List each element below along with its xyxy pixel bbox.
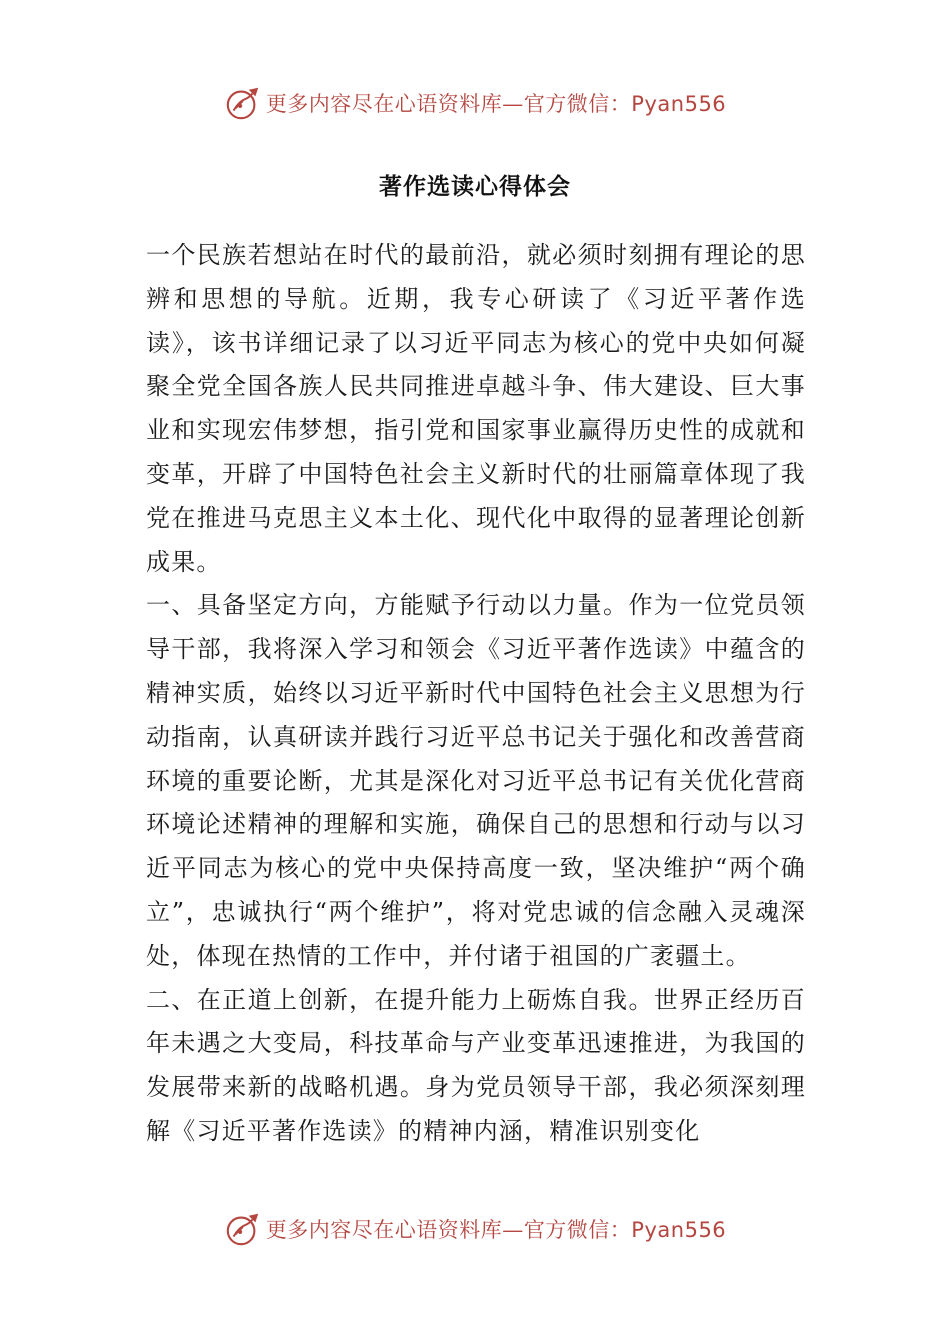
banner-library-text: 更多内容尽在心语资料库—	[265, 92, 524, 116]
document-title: 著作选读心得体会	[379, 174, 571, 200]
pen-nib-logo-icon	[224, 84, 262, 122]
banner-wechat-text: 官方微信：Pyan556	[523, 1218, 727, 1242]
document-body	[146, 234, 806, 1154]
banner-library-text: 更多内容尽在心语资料库—	[265, 1218, 524, 1242]
header-watermark-banner	[0, 78, 950, 128]
banner-wechat-text: 官方微信：Pyan556	[523, 92, 727, 116]
pen-nib-logo-icon	[224, 1210, 262, 1248]
paragraph-section-2: 二、在正道上创新，在提升能力上砺炼自我。世界正经历百年未遇之大变局，科技革命与产业变革迅速推进，为我国的发展带来新的战略机遇。身为党员领导干部，我必须深刻理解《习近平著作选读》的精神内涵，精准识别变化	[146, 985, 806, 1145]
paragraph-intro: 一个民族若想站在时代的最前沿，就必须时刻拥有理论的思辨和思想的导航。近期，我专心研读了《习近平著作选读》，该书详细记录了以习近平同志为核心的党中央如何凝聚全党全国各族人民共同推进卓越斗争、伟大建设、巨大事业和实现宏伟梦想，指引党和国家事业赢得历史性的成就和变革，开辟了中国特色社会主义新时代的壮丽篇章体现了我党在推进马克思主义本土化、现代化中取得的显著理论创新成果。	[146, 241, 806, 576]
footer-watermark-banner	[0, 1204, 950, 1254]
paragraph-section-1: 一、具备坚定方向，方能赋予行动以力量。作为一位党员领导干部，我将深入学习和领会《习近平著作选读》中蕴含的精神实质，始终以习近平新时代中国特色社会主义思想为行动指南，认真研读并践行习近平总书记关于强化和改善营商环境的重要论断，尤其是深化对习近平总书记有关优化营商环境论述精神的理解和实施，确保自己的思想和行动与以习近平同志为核心的党中央保持高度一致，坚决维护“两个确立”，忠诚执行“两个维护”，将对党忠诚的信念融入灵魂深处，体现在热情的工作中，并付诸于祖国的广袤疆土。	[146, 591, 806, 970]
